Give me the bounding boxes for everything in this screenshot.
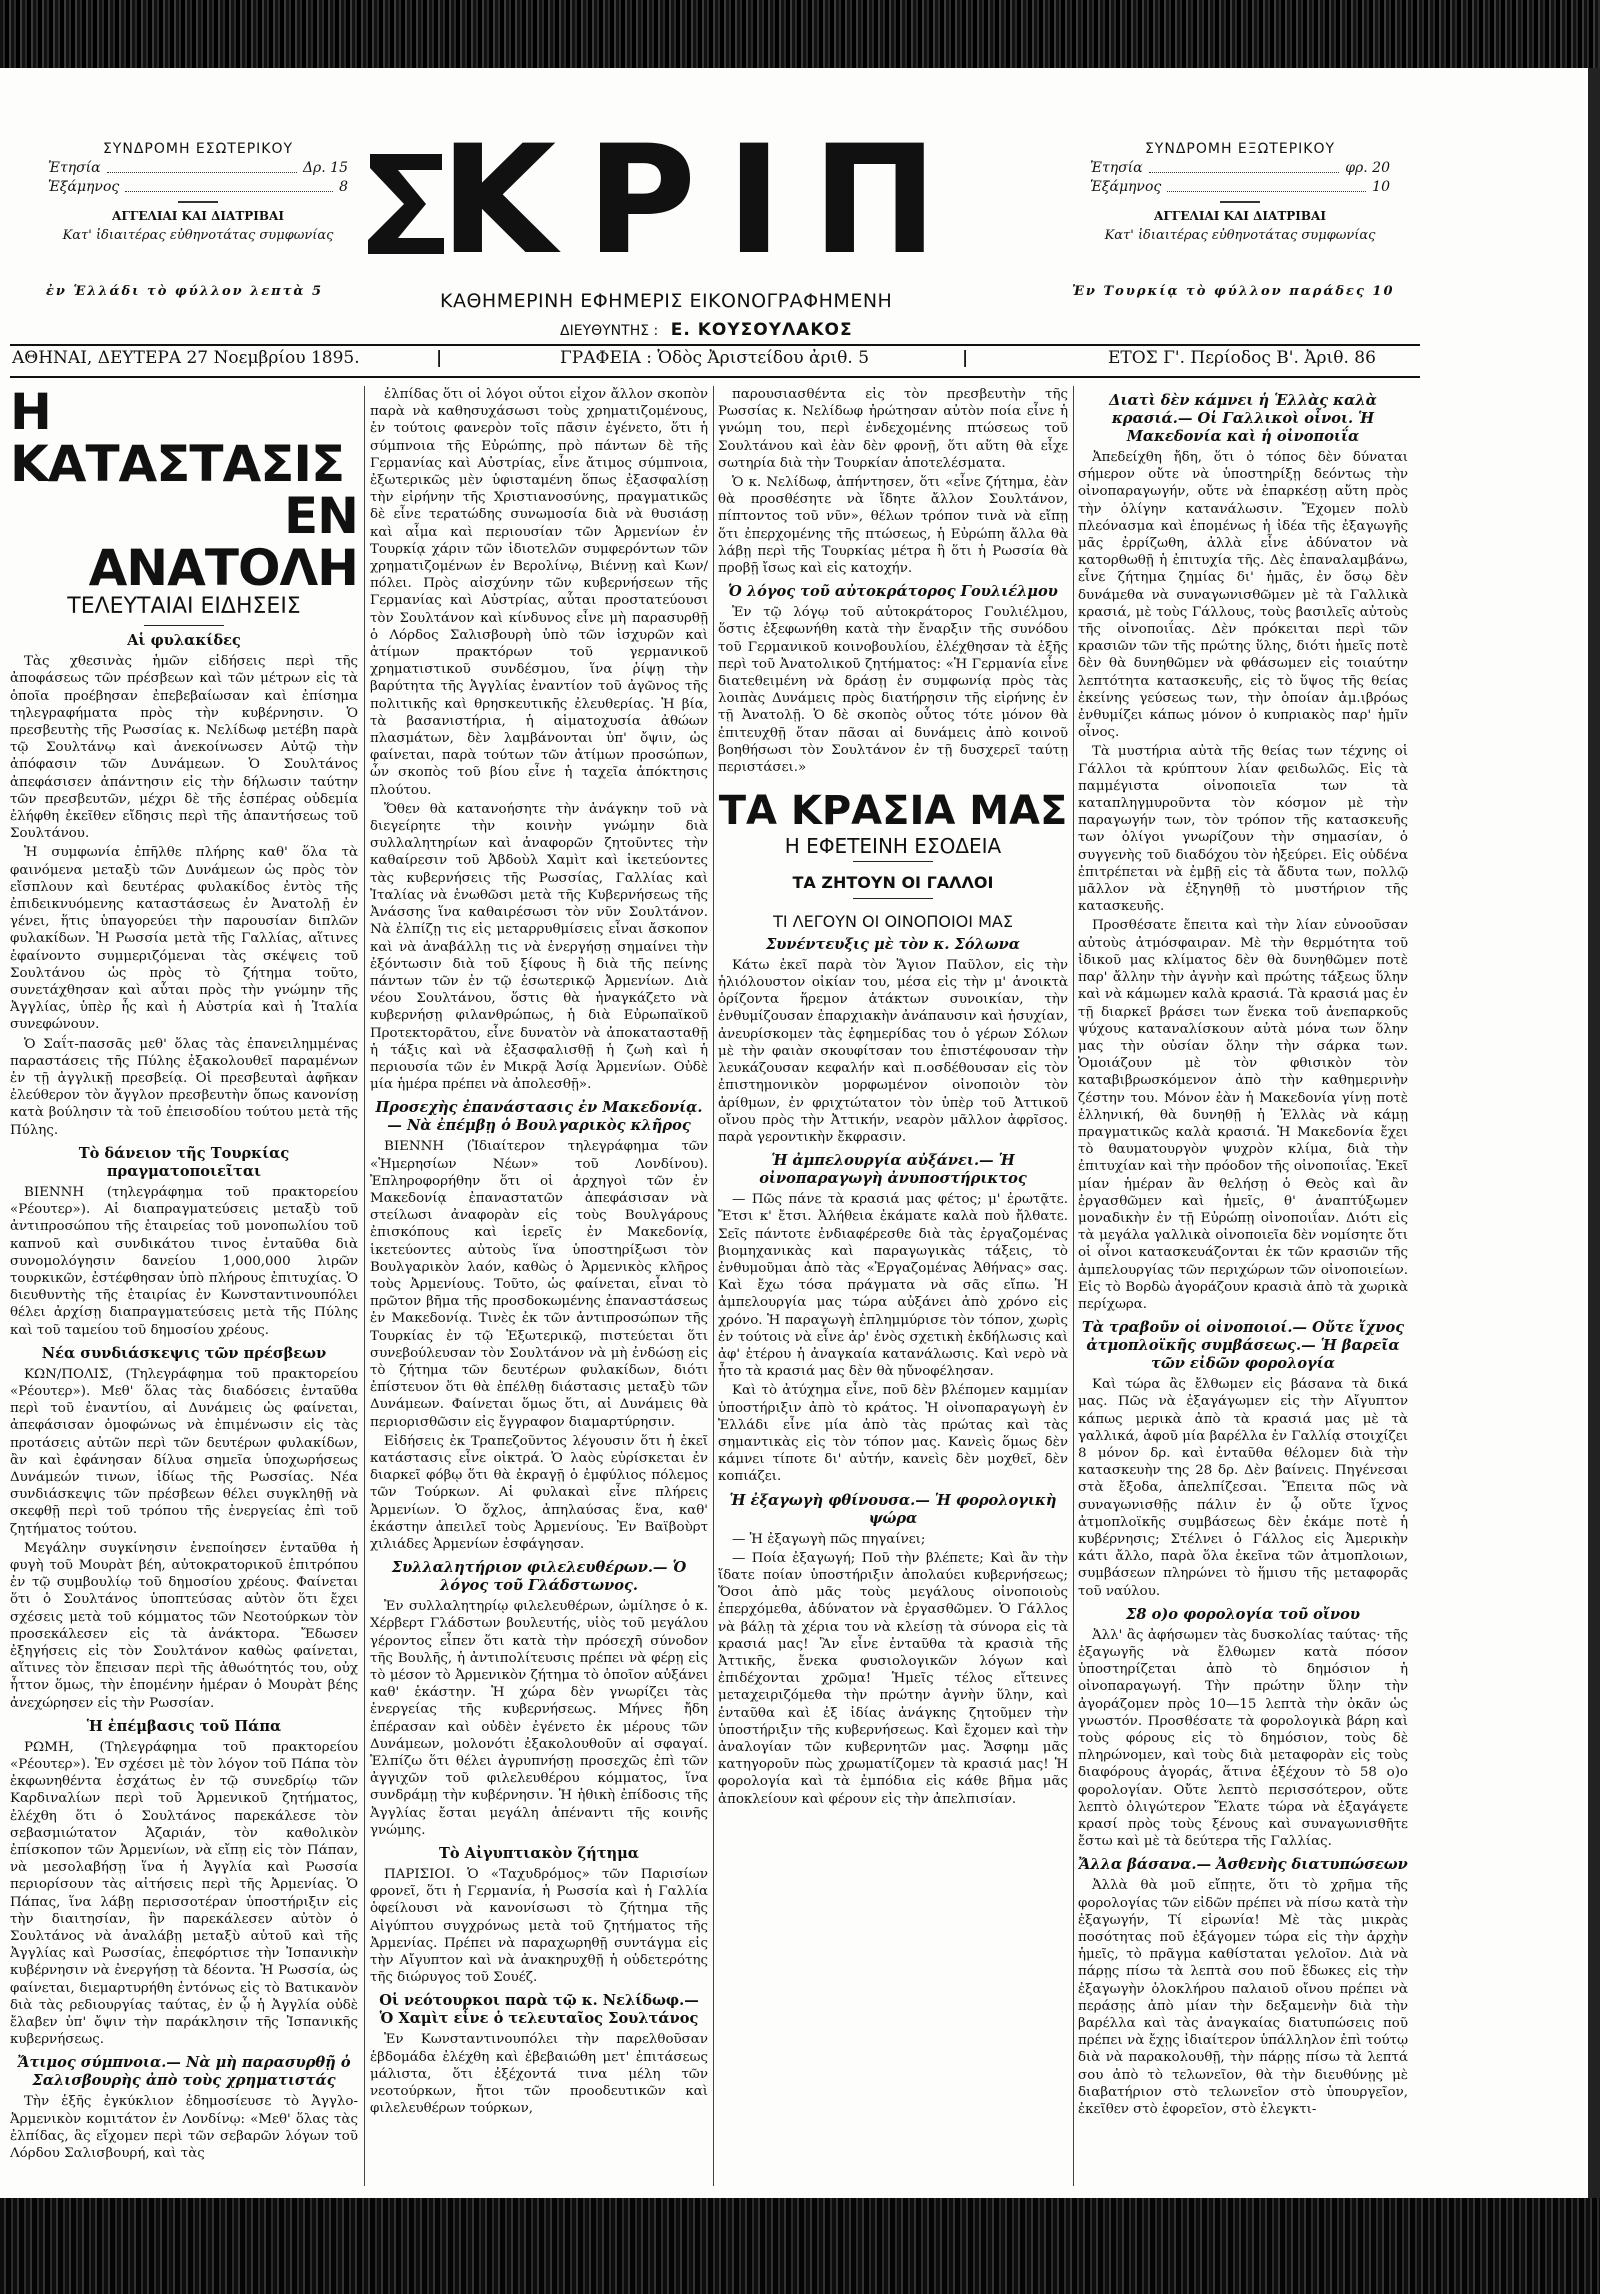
section-title: Τὸ δάνειον τῆς Τουρκίας πραγματοποιεῖται bbox=[78, 1144, 290, 1180]
article-paragraph: Τὴν ἑξῆς ἐγκύκλιον ἐδημοσίευσε τὸ Ἀγγλο-Ἀρμενικὸν κομιτάτον ἐν Λονδίνῳ: «Μεθ' ὅλας τὰς ἐλπίδας, ἃς εἴχομεν περὶ τῶν σεβαρῶν λόγων τοῦ Λόρδου Σαλισβουρή, καὶ τὰς bbox=[10, 2094, 358, 2162]
subscription-label: Ἐτησία bbox=[1090, 160, 1143, 176]
article-paragraph: ΒΙΕΝΝΗ (Ἰδιαίτερον τηλεγράφημα τῶν «Ἡμερησίων Νέων» τοῦ Λονδίνου). Ἐπληροφορήθην ὅτι οἱ ἀρχηγοὶ τῶν ἐν Μακεδονίᾳ ἐπαναστατῶν ἀπεφάσισαν νὰ στείλωσι ἀναφορὰν εἰς τοὺς Βουλγάρους ἐπισκόπους καὶ ἱερεῖς ἐν Μακεδονίᾳ, ἱκετεύοντες αὐτοὺς ἵνα ὑποστηρίξωσι τὸν Βουλγαρικὸν λαόν, καθὼς ὁ Ἀρμενικὸς κλῆρος τοὺς Ἀρμενίους. Τοῦτο, ὡς φαίνεται, εἶναι τὸ πρῶτον βῆμα τῆς προσδοκωμένης ἐπαναστάσεως ἐν Μακεδονίᾳ. Τινὲς ἐκ τῶν ἀντιπροσώπων τῆς Τουρκίας ἐν τῷ Ἐξωτερικῷ, πιστεύεται ὅτι συνεβούλευσαν τὸν Σουλτάνον νὰ μὴ ἐνδώσῃ εἰς τὸ ζήτημα τῶν δευτέρων φυλακίδων, διότι ἐπίστευον ὅτι θὰ ἐπέλθῃ διάστασις μεταξὺ τῶν Δυνάμεων. Φαίνεται ὅμως ὅτι, αἱ Δυνάμεις θὰ περιορισθῶσιν εἰς ἔγγραφον διαμαρτύρησιν. bbox=[370, 1139, 708, 1430]
headline-subhead: ΤΕΛΕΥΤΑΙΑΙ ΕΙΔΗΣΕΙΣ bbox=[67, 594, 301, 619]
sigma-xi-logo-icon bbox=[360, 144, 452, 264]
subscription-value: 10 bbox=[1372, 179, 1390, 195]
newspaper-logo bbox=[360, 114, 1060, 288]
article-paragraph: παρουσιασθέντα εἰς τὸν πρεσβευτὴν τῆς Ρωσσίας κ. Νελίδωφ ἠρώτησαν αὐτὸν ποία εἶνε ἡ γνώμη του, περὶ ἐνδεχομένης πτώσεως τοῦ Σουλτάνου καὶ ἐὰν δὲν φρονῇ, ὅτι αὕτη θὰ εἶχε σωτηρία διὰ τὴν Τουρκίαν ἀποτελέσματα. bbox=[718, 387, 1068, 471]
article-paragraph: Εἰδήσεις ἐκ Τραπεζοῦντος λέγουσιν ὅτι ἡ ἐκεῖ κατάστασις εἶνε οἰκτρά. Ὁ λαὸς εὑρίσκεται ἐν διαρκεῖ φόβῳ ὅτι θὰ ἐκραγῇ ὁ ἐμφύλιος πόλεμος τῶν Τούρκων. Αἱ φυλακαὶ εἶνε πλήρεις Ἀρμενίων. Ὁ ὄχλος, ἀπηλαύσας ἕνα, καθ' ἑκάστην ἀπειλεῖ τοὺς Ἀρμενίους. Ἐν Βαϊβοὺρτ χιλιάδες Ἀρμενίων ἐσφάγησαν. bbox=[370, 1433, 708, 1552]
section-title: Ὁ λόγος τοῦ αὐτοκράτορος Γουλιέλμου bbox=[728, 583, 1058, 601]
article-paragraph: Ὅθεν θὰ κατανοήσητε τὴν ἀνάγκην τοῦ νὰ διεγείρητε τὴν κοινὴν γνώμην διὰ συλλαλητηρίων καὶ ἀναφορῶν ζητοῦντες τὴν καθαίρεσιν τοῦ Ἀβδοὺλ Χαμὶτ καὶ ἱκετεύοντες τὰς κυβερνήσεις τῆς Ρωσσίας, Γαλλίας καὶ Ἰταλίας νὰ ἑνωθῶσι μετὰ τῆς Κυβερνήσεως τῆς Ἀνάσσης ἵνα καθαιρέσωσι τὸν νῦν Σουλτάνον. Νὰ ἐλπίζῃ τις εἰς μεταρρυθμίσεις εἶναι ἄσκοπον καὶ νὰ ἀναβάλλῃ τις νὰ ἐνεργήσῃ σημαίνει τὴν ἐξόντωσιν διὰ τοῦ ξίφους ἢ διὰ τῆς πείνης πάντων τῶν ἐν τῷ ἐσωτερικῷ Ἀρμενίων. Διὰ νέου Σουλτάνου, ὅστις θὰ ἠναγκάζετο νὰ κυβερνήσῃ φιλανθρώπως, ἡ διὰ Εὐρωπαϊκοῦ Προτεκτορᾶτου, εἶνε δυνατὸν νὰ ἀποκατασταθῇ ἡ τάξις καὶ νὰ ἐξασφαλισθῇ ἡ ζωὴ καὶ ἡ περιουσία τῶν ἐν Μικρᾷ Ἀσίᾳ Ἀρμενίων. Οὐδὲ μία ἡμέρα πρέπει νὰ ἀπολεσθῇ». bbox=[370, 801, 708, 1093]
domestic-subscription bbox=[48, 140, 348, 245]
article-paragraph: Ἡ συμφωνία ἐπῆλθε πλήρης καθ' ὅλα τὰ φαινόμενα μεταξὺ τῶν Δυνάμεων ὡς πρὸς τὸν εἴσπλουν καὶ δευτέρας φυλακίδος ἐντὸς τῆς ἐπιδεικνυόμενης καταστάσεως ἐν Ἀνατολῇ ἐν γένει, ἥτις ὑπαγορεύει τὴν παρουσίαν διπλῶν φυλακίδων. Ἡ Ρωσσία μετὰ τῆς Γαλλίας, αἵτινες ἐφαίνοντο συμμεριζόμεναι τὰς σκέψεις τοῦ Σουλτάνου ὡς πρὸς τὸ ζήτημα τοῦτο, συνετάχθησαν καὶ αὗται πρὸς τὴν γνώμην τῆς Ἀγγλίας, ὑπὲρ ἧς καὶ ἡ Αὐστρία καὶ ἡ Ἰταλία συνεφώνουν. bbox=[10, 845, 358, 1033]
foreign-subscription bbox=[1090, 140, 1390, 245]
subscription-label: Ἑξάμηνος bbox=[1090, 179, 1162, 195]
ornament-divider bbox=[178, 201, 218, 203]
section-title: Ἡ ἐπέμβασις τοῦ Πάπα bbox=[86, 1717, 282, 1735]
logo-text: ΚΡΙΠ bbox=[440, 114, 968, 288]
dateline: ΑΘΗΝΑΙ, ΔΕΥΤΕΡΑ 27 Νοεμβρίου 1895. | ΓΡΑΦΕΙΑ : Ὁδὸς Ἀριστείδου ἀριθ. 5 | ΕΤΟΣ Γ'. Περίοδος Β'. Ἀριθ. 86 bbox=[12, 348, 1376, 368]
article-paragraph: Μεγάλην συγκίνησιν ἐνεποίησεν ἐνταῦθα ἡ φυγὴ τοῦ Μουρὰτ βέη, αὐτοκρατορικοῦ ἐπιτρόπου ἐν τῷ συμβουλίῳ τοῦ δημοσίου χρέους. Φαίνεται ὅτι ὁ Σουλτάνος ὑποπτεύσας αὐτὸν ὅτι ἔχει σχέσεις μετὰ τοῦ κόμματος τῶν Νεοτούρκων τὸν προσεκάλεσεν εἰς τὰ ἀνάκτορα. Ἔδωσεν ἐξηγήσεις εἰς τὸν Σουλτάνον καθὼς φαίνεται, αἵτινες τὸν ἔπεισαν περὶ τῆς ἀθωότητός του, οὐχ ἧττον ὅμως, τὴν ἐπομένην ἡμέραν ὁ Μουρὰτ βέης ἀνεχώρησεν εἰς τὴν Ρωσσίαν. bbox=[10, 1540, 358, 1711]
scan-border-top bbox=[0, 0, 1600, 68]
section-title: Ἄτιμος σύμπνοια.— Νὰ μὴ παρασυρθῇ ὁ Σαλισβουρὴς ἀπὸ τοὺς χρηματιστάς bbox=[17, 2054, 351, 2090]
scan-border-right bbox=[1588, 68, 1600, 2198]
section-title: Τὰ τραβοῦν οἱ οἰνοποιοί.— Οὔτε ἴχνος ἀτμοπλοϊκῆς συμβάσεως.— Ἡ βαρεῖα τῶν εἰδῶν φορολογία bbox=[1081, 1319, 1405, 1373]
article-paragraph: Ἀπεδείχθη ἤδη, ὅτι ὁ τόπος δὲν δύναται σήμερον οὔτε νὰ ὑποστηρίξῃ δεόντως τὴν οἰνοπαραγωγήν, οὔτε νὰ ἐπαρκέσῃ αὕτη πρὸς τὴν ὀλίγην κατανάλωσιν. Ἔχομεν πολὺ πλεόνασμα καὶ ἑπομένως ἡ ἰδέα τῆς ἐξαγωγῆς μᾶς ἐρρίζωθη, ἀλλὰ εἶνε ἀδύνατον νὰ κατορθωθῇ ἡ ἐπιτυχία τῆς. Δὲς ἐπαναλαμβάνω, εἶνε ζήτημα ζημίας δι' ἡμᾶς, ἐν ὅσῳ δὲν δυνάμεθα νὰ συναγωνισθῶμεν μὲ τὰ Γαλλικὰ κρασιά, μὲ τοὺς Γάλλους, τοὺς βασιλεῖς αὐτοὺς τῆς οἰνοποιΐας. Δὲν πρόκειται περὶ τῶν κρασιῶν τῶν τῆς πρώτης ὕλης, διότι ἡμεῖς ποτὲ δὲν θὰ δυνηθῶμεν νὰ φθάσωμεν εἰς τοιαύτην λεπτότητα κατασκευῆς, εἰς τὸ ὕψος τῆς θείας ἐκείνης γεύσεως των, τὴν ὁποίαν ἀμ.ιβρόως ἐνθυμίζει κάπως μόνον ὁ κυπριακὸς παρ' ἡμῖν οἶνος. bbox=[1078, 450, 1408, 741]
section-title: Προσεχὴς ἐπανάστασις ἐν Μακεδονίᾳ.— Νὰ ἐπέμβῃ ὁ Βουλγαρικὸς κλῆρος bbox=[375, 1099, 703, 1135]
article-paragraph: ἐλπίδας ὅτι οἱ λόγοι οὗτοι εἶχον ἄλλον σκοπὸν παρὰ νὰ καθησυχάσωσι τοὺς χρηματιζομένους, ἐν τούτοις φανερὸν τοῖς πᾶσιν ἐγένετο, ὅτι ἡ σύμπνοια τῆς Εὐρώπης, πρὸ πάντων δὲ τῆς Γερμανίας καὶ Αὐστρίας, εἶνε ἄτιμος σύμπνοια, ἐξωτερικῶς μὲν ὑφισταμένη ὅπως ἐξασφαλίσῃ τὴν εἰρήνην τῆς Χριστιανοσύνης, πραγματικῶς δὲ εἶνε τερατώδης συνωμοσία διὰ νὰ θυσιάσῃ καὶ αἷμα καὶ περιουσίαν τῶν Ἀρμενίων ἐν Τουρκίᾳ χάριν τῶν ἰδιοτελῶν συμφερόντων τῶν χρηματιζομένων ἐν Βερολίνῳ, Βιέννῃ καὶ Κων/πόλει. Πρὸς αἰσχύνην τῶν κυβερνήσεων τῆς Γερμανίας καὶ Αὐστρίας, αὗται προστατεύουσι τὸν Σουλτάνον καὶ κίνδυνος εἶνε μὴ παρασυρθῇ ὁ Λόρδος Σαλισβουρὴ ὑπὸ τῶν ἰσχυρῶν καὶ ἀτίμων πρακτόρων τοῦ γερμανικοῦ χρηματιστικοῦ συνδέσμου, ἵνα ῥίψῃ τὴν βαρύτητα τῆς Ἀγγλίας ἐναντίον τοῦ ἀγῶνος τῆς πολιτικῆς καὶ θρησκευτικῆς ἐλευθερίας. Ἡ βία, τὰ βασανιστήρια, ἡ αἱματοχυσία ἀθώων πλασμάτων, δὲν λαμβάνονται ὑπ' ὄψιν, ὡς φαίνεται, παρὰ τούτων τῶν ἀτίμων προσώπων, ὧν σκοπὸς τοῦ βίου εἶνε ἡ ταχεῖα ἀπόκτησις πλούτου. bbox=[370, 387, 708, 798]
section-title: Ἡ ἐξαγωγὴ φθίνουσα.— Ἡ φορολογικὴ ψώρα bbox=[729, 1491, 1057, 1527]
article-paragraph: Ἐν συλλαλητηρίῳ φιλελευθέρων, ὡμίλησε ὁ κ. Χέρβερτ Γλάδστων βουλευτής, υἱὸς τοῦ μεγάλου γέροντος εἶπεν ὅτι κατὰ τὴν πρόσεχῆ σύνοδον τῆς Βουλῆς, ἡ ἀντιπολίτευσις πρέπει νὰ φέρῃ εἰς τὸ μέσον τὸ Ἀρμενικὸν ζήτημα τὸ ὁποῖον αὐξάνει καθ' ἑκάστην. Ἡ χώρα δὲν γνωρίζει τὰς ἐνεργείας τῆς κυβερνήσεως. Μήνες ἤδη ἐπέρασαν καὶ οὐδὲν ἐγένετο ἐκ μέρους τῶν Δυνάμεων, μολονότι ἐξακολουθοῦν αἱ σφαγαί. Ἐλπίζω ὅτι θέλει ἀγρυπνήσῃ προσεχῶς ἐπὶ τῶν ἀγγιχῶν τοῦ φιλελευθέρου κόμματος, ἵνα συνδράμῃ τὴν κυβέρνησιν. Ἡ ἠθικὴ ἐπίδοσις τῆς Ἀγγλίας ἔσται μεγάλη ἀπέναντι τῆς κοινῆς γνώμης. bbox=[370, 1599, 708, 1838]
subscription-value: φρ. 20 bbox=[1345, 160, 1390, 176]
article-paragraph: ΡΩΜΗ, (Τηλεγράφημα τοῦ πρακτορείου «Ρέουτερ»). Ἐν σχέσει μὲ τὸν λόγον τοῦ Πάπα τὸν ἐκφωνηθέντα ἐσχάτως ἐν τῷ συνεδρίῳ τῶν Καρδιναλίων περὶ τοῦ Ἀρμενικοῦ ζητήματος, ἐλέχθη ὅτι ὁ Σουλτάνος παρεκάλεσε τὸν σεβασμιώτατον Ἀζαριάν, τὸν καθολικὸν ἐπίσκοπον τῶν Ἀρμενίων, νὰ εἴπῃ εἰς τὸν Πάπαν, νὰ μεσολαβήσῃ ἵνα ἡ Ἀγγλία καὶ Ρωσσία περιορίσουν τὰς αἰτήσεις περὶ τῆς Ἀρμενίας. Ὁ Πάπας, ἵνα λάβῃ περισσοτέραν ὑποστήριξιν εἰς τὴν διαιτησίαν, ἣν παρεκάλεσεν αὐτὸν ὁ Σουλτάνος νὰ ἀναλάβῃ μεταξὺ αὐτοῦ καὶ τῆς Ἀγγλίας καὶ Ρωσσίας, ἐπεφόρτισε τὴν Ἰσπανικὴν κυβέρνησιν νὰ ἐνεργήσῃ τὰ δέοντα. Ἡ Ρωσσία, ὡς φαίνεται, διεμαρτυρήθη ἐντόνως εἰς τὸ Βατικανὸν διὰ τὰς ρεδιουργίας ταύτας, ἐν ᾧ ἡ Ἀγγλία οὐδὲ ἔλαβεν ὑπ' ὄψιν τὴν παράκλησιν τῆς Ἰσπανικῆς κυβερνήσεως. bbox=[10, 1739, 358, 2048]
column-divider bbox=[364, 386, 365, 2186]
article-paragraph: Ὁ κ. Νελίδωφ, ἀπήντησεν, ὅτι «εἶνε ζήτημα, ἐὰν θὰ προσθέσητε νὰ ἴδητε ἄλλον Σουλτάνον, πίπτοντος τοῦ νῦν», θέλων τρόπον τινὰ νὰ εἴπῃ ὅτι ἐπερχομένης τῆς πτώσεως, ἡ Εὐρώπη ἄλλα θὰ λάβῃ περὶ τῆς Τουρκίας μέτρα ἢ ὅτι ἡ Ρωσσία θὰ προβῇ ἴσως καὶ εἰς κατοχήν. bbox=[718, 475, 1068, 577]
wine-headline: ΤΑ ΚΡΑΣΙΑ ΜΑΣ bbox=[718, 788, 1068, 835]
article-paragraph: Τὰς χθεσινὰς ἡμῶν εἰδήσεις περὶ τῆς ἀποφάσεως τῶν πρέσβεων καὶ τῶν μέτρων εἰς τὰ ὁποῖα προέβησαν ἐπεβεβαίωσαν καὶ ἐπίσημα τηλεγραφήματα πρὸς τὴν κυβέρνησιν. Ὁ πρεσβευτὴς τῆς Ρωσσίας κ. Νελίδωφ μετέβη παρὰ τῷ Σουλτάνῳ καὶ ἀνεκοίνωσεν Αὐτῷ τὴν ἀπόφασιν τῶν Δυνάμεων. Ὁ Σουλτάνος ἀπεφάσισεν ἀπάντησιν εἰς τὴν δήλωσιν ταύτην τῶν πρεσβευτῶν, μέχρι δὲ τῆς ἑσπέρας οὐδεμία ἐλήφθη ἐκεῖθεν εἴδησις περὶ τῆς ἀπαντήσεως τοῦ Σουλτάνου. bbox=[10, 654, 358, 842]
ornament-divider bbox=[1220, 201, 1260, 203]
article-paragraph: — Ποία ἐξαγωγή; Ποῦ τὴν βλέπετε; Καὶ ἂν τὴν ἴδατε ποίαν ὑποστήριξιν ἀπολαύει κυβερνήσεως; Ὅσοι ἀπὸ μᾶς τοὺς μεγάλους οἰνοποιοὺς ἐπερχόμεθα, ἀδύνατον νὰ ἐργασθῶμεν. Ὁ Γάλλος νὰ βάλῃ τὰ χέρια του νὰ κλείσῃ τὰ σύνορα εἰς τὰ κρασιά μας! Ἂν εἶνε ἐνταῦθα τὰ κρασιὰ τῆς Ἀττικῆς, ἔνεκα φυσιολογικῶν λόγων καὶ ἐπιδέχονται χρῶμα! Ἡμεῖς τέλος εἴτεινες μεταχειριζόμεθα τὴν πρώτην ἀγνὴν ὕλην, καὶ ἐνταῦθα καὶ ἐξ ἰδίας ἀνάγκης ζητοῦμεν τὴν ὑποστήριξιν τῆς κυβερνήσεως. Καὶ ἔχομεν καὶ τὴν ἀναλογίαν τῶν κυβερνητῶν μας. Ἄσφημ μᾶς κατηγοροῦν πὼς χρωματίζομεν τὰ κρασιά μας! Ἡ φορολογία καὶ τὰ ἐμπόδια εἰς κάθε βῆμα μᾶς ἀποκλείουν καὶ φέρουν εἰς τὴν ἀπελπισίαν. bbox=[718, 1550, 1068, 1807]
foreign-subscription-title: ΣΥΝΔΡΟΜΗ ΕΞΩΤΕΡΙΚΟΥ bbox=[1144, 141, 1336, 157]
wine-subhead-3: ΤΙ ΛΕΓΟΥΝ ΟΙ ΟΙΝΟΠΟΙΟΙ ΜΑΣ bbox=[773, 911, 1013, 931]
headline-line-1: Η ΚΑΤΑΣΤΑΣΙΣ bbox=[10, 386, 345, 493]
section-title: Αἱ φυλακίδες bbox=[127, 632, 241, 650]
article-paragraph: Ἀλλ' ἂς ἀφήσωμεν τὰς δυσκολίας ταύτας· τῆς ἐξαγωγῆς νὰ ἔλθωμεν κατὰ πόσον ὑποστηρίζεται ἀπὸ τὸ δημόσιον ἡ οἰνοπαραγωγή. Τὴν πρώτην ὕλην τὴν ἀγοράζομεν πρὸς 10—15 λεπτὰ τὴν ὀκᾶν ὡς γνωστόν. Προσθέσατε τὰ φορολογικὰ βάρη καὶ τοὺς φόρους εἰς τὸ δημόσιον, τοὺς δὲ πληρώνομεν, καὶ τοὺς διὰ μεταφορὰν εἰς τοὺς διαφόρους ἀγοράς, ἅτινα ἐξέχουν τὸ 58 ο)ο φορολογίαν. Οὔτε λεπτὸ περισσότερον, οὔτε λεπτὸ ὀλιγώτερον Ἔλατε τώρα νὰ ἐξαγάγετε κρασί πρὸς τοὺς ξένους καὶ συναγωνισθῆτε ἔστω καὶ μὲ τὰ δεύτερα τῆς Γαλλίας. bbox=[1078, 1627, 1408, 1850]
section-title: Σ8 ο)ο φορολογία τοῦ οἴνου bbox=[1126, 1605, 1360, 1623]
subscription-value: Δρ. 15 bbox=[302, 160, 348, 176]
article-paragraph: — Ἡ ἐξαγωγὴ πῶς πηγαίνει; bbox=[732, 1531, 926, 1547]
column-1 bbox=[10, 386, 358, 2186]
foreign-price: Ἐν Τουρκίᾳ τὸ φύλλον παράδες 10 bbox=[1072, 284, 1395, 299]
section-title: Ἄλλα βάσανα.— Ἀσθενὴς διατυπώσεων bbox=[1078, 1856, 1408, 1874]
scan-border-bottom bbox=[0, 2198, 1600, 2294]
subscription-value: 8 bbox=[339, 179, 348, 195]
section-title: Νέα συνδιάσκεψις τῶν πρέσβεων bbox=[41, 1344, 327, 1362]
article-paragraph: ΚΩΝ/ΠΟΛΙΣ, (Τηλεγράφημα τοῦ πρακτορείου «Ρέουτερ»). Μεθ' ὅλας τὰς διαδόσεις ἐνταῦθα περὶ τοῦ ἐναντίου, αἱ Δυνάμεις ὡς φαίνεται, ἀπεφάσισαν ὁμοφώνως νὰ ἐπιμένωσιν εἰς τὰς προτάσεις αὐτῶν περὶ τῶν δευτέρων φυλακίδων, ἂν καὶ ἐφάνησαν δίλυα σημεῖα ὑποχωρήσεως Δυνάμεών τινων, ἰδίως τῆς Ρωσσίας. Νέα συνδιάσκεψις τῶν πρέσβεων θέλει συγκληθῇ νὰ σκεφθῇ περὶ τοῦ τρόπου τῆς ἐνεργείας ἐπὶ τοῦ ζητήματος τούτου. bbox=[10, 1366, 358, 1537]
subscription-row bbox=[1090, 178, 1390, 197]
column-divider bbox=[1073, 386, 1074, 2186]
section-title: Οἱ νεότουρκοι παρὰ τῷ κ. Νελίδωφ.— Ὁ Χαμὶτ εἶνε ὁ τελευταῖος Σουλτάνος bbox=[379, 1992, 699, 2028]
article-paragraph: Καὶ τὸ ἀτύχημα εἶνε, ποῦ δὲν βλέπομεν καμμίαν ὑποστήριξιν ἀπὸ τὸ κράτος. Ἡ οἰνοπαραγωγὴ ἐν Ἑλλάδι εἶνε μία ἀπὸ τὰς πρώτας καὶ τὰς σημαντικὰς εἰς τὸν τόπον μας. Κανεὶς ὅμως δὲν κάμνει τίποτε δι' αὐτήν, κανεὶς δὲν μοχθεῖ, δὲν κοπιάζει. bbox=[718, 1383, 1068, 1485]
article-paragraph: Καὶ τώρα ἂς ἔλθωμεν εἰς βάσανα τὰ δικά μας. Πῶς νὰ ἐξαγάγωμεν εἰς τὴν Αἴγυπτον κάπως μερικὰ ἀπὸ τὰ κρασιά μας μὲ τὰ γαλλικά, ἀφοῦ μία βαρέλλα ἐν Γαλλίᾳ στοιχίζει 8 μόνον δρ. καὶ ἐνταῦθα θέλομεν διὰ τὴν κατασκευὴν της 28 δρ. Δὲν βαίνεις. Πηγένεσαι στὰ ἔξοδα, ἀπελπίζεσαι. Ἔπειτα πῶς νὰ συναγωνισθῇς πάλιν ἐν ᾧ οὔτε ἴχνος ἀτμοπλοϊκῆς συμβάσεως δὲν ἐκάμε ποτὲ ἡ κυβέρνησις; Στέλνει ὁ Γάλλος εἰς Ἀμερικὴν κάτι ἄλλο, παρὰ ὅλα ἐκεῖνα τῶν ἀτμοπλοιων, συμβάσεων πληρώνει τὸ ἥμισυ τῆς μεταφορᾶς τοῦ ναύλου. bbox=[1078, 1377, 1408, 1599]
newspaper-tagline: ΚΑΘΗΜΕΡΙΝΗ ΕΦΗΜΕΡΙΣ ΕΙΚΟΝΟΓΡΑΦΗΜΕΝΗ bbox=[440, 290, 893, 312]
section-title: Ἡ ἀμπελουργία αὐξάνει.— Ἡ οἰνοπαραγωγὴ ἀνυποστήρικτος bbox=[759, 1152, 1027, 1188]
domestic-price: ἐν Ἑλλάδι τὸ φύλλον λεπτὰ 5 bbox=[46, 284, 324, 299]
subscription-row bbox=[48, 159, 348, 178]
column-3 bbox=[718, 386, 1068, 2186]
article-paragraph: Ὁ Σαΐτ-πασσᾶς μεθ' ὅλας τὰς ἐπανειλημμένας παραστάσεις τῆς Πύλης ἐξακολουθεῖ παραμένων ἐν τῇ ἀγγλικῇ πρεσβείᾳ. Οἱ πρεσβευταὶ ἀφῆκαν ἐλεύθερον τὸν ἄγγλον πρεσβευτὴν ὅπως κανονίσῃ κατὰ βούλησιν τὰ τοῦ ἐπεισοδίου τούτου μετὰ τῆς Πύλης. bbox=[10, 1036, 358, 1138]
subscription-row bbox=[48, 178, 348, 197]
dateline-bottom-rule bbox=[10, 376, 1420, 378]
dateline-top-rule bbox=[10, 344, 1420, 346]
issue-date: ΑΘΗΝΑΙ, ΔΕΥΤΕΡΑ 27 Νοεμβρίου 1895. bbox=[12, 348, 360, 368]
subscription-row bbox=[1090, 159, 1390, 178]
section-title: Συνέντευξις μὲ τὸν κ. Σόλωνα bbox=[765, 935, 1021, 953]
article-paragraph: — Πῶς πάνε τὰ κρασιά μας φέτος; μ' ἐρωτᾷτε. Ἔτσι κ' ἔτσι. Ἀλήθεια ἐκάματε καλὰ ποὺ ἤλθατε. Σεῖς πάντοτε ἐνδιαφέρεσθε διὰ τὰς ἐργαζομένας βιομηχανικὰς καὶ παραγωγικὰς τάξεις, τὸ ἐνθυμοῦμαι ἀπὸ τὰς «Ἐργαζομένας Ἀθήνας» σας. Καὶ ἔχω τόσα πράγματα νὰ σᾶς εἴπω. Ἡ ἀμπελουργία μας τώρα αὐξάνει ἀπὸ χρόνο εἰς χρόνο. Ἡ παραγωγὴ ἐπλημμύρισε τὸν τόπον, χωρὶς ἐν τούτοις νὰ εἶνε ἀρ' ἑνὸς σχετικὴ ἐκδήλωσις καὶ ἀφ' ἑτέρου ἡ ἀναγκαία κατανάλωσις. Καὶ νερὸ νὰ ἦτο τὰ κρασιά μας δὲν θὰ ηὔνοφέλησαν. bbox=[718, 1192, 1068, 1380]
wine-subhead-2: ΤΑ ΖΗΤΟΥΝ ΟΙ ΓΑΛΛΟΙ bbox=[792, 873, 994, 893]
subscription-label: Ἑξάμηνος bbox=[48, 179, 120, 195]
article-paragraph: Ἐν τῷ λόγῳ τοῦ αὐτοκράτορος Γουλιέλμου, ὅστις ἐξεφωνήθη κατὰ τὴν ἔναρξιν τῆς συνόδου τοῦ Γερμανικοῦ κοινοβουλίου, ἐλέχθησαν τὰ ἑξῆς περὶ τοῦ Ἀνατολικοῦ ζητήματος: «Ἡ Γερμανία εἶνε διατεθειμένη νὰ δράσῃ ἐν συμφωνίᾳ πρὸς τὰς λοιπὰς Δυνάμεις πρὸς διατήρησιν τῆς εἰρήνης ἐν τῇ Ἀνατολῇ. Ὁ δὲ σκοπὸς οὗτος τότε μόνον θὰ ἐπιτευχθῇ ὅταν πᾶσαι αἱ δυνάμεις ἀπὸ κοινοῦ βοηθήσωσι τὸν Σουλτάνον ἐν τῇ δυσχερεῖ ταύτῃ περιστάσει.» bbox=[718, 605, 1068, 776]
domestic-subscription-title: ΣΥΝΔΡΟΜΗ ΕΣΩΤΕΡΙΚΟΥ bbox=[102, 141, 294, 157]
article-paragraph: ΒΙΕΝΝΗ (τηλεγράφημα τοῦ πρακτορείου «Ρέουτερ»). Αἱ διαπραγματεύσεις μεταξὺ τοῦ ἀντιπροσώπου τῆς ἑταιρείας τοῦ μονοπωλίου τοῦ καπνοῦ καὶ συνδικάτου τινος ἐνταῦθα διὰ συνομολόγησιν δανείου 1,000,000 λιρῶν τουρκικῶν, ἐστέφθησαν ὑπὸ πλήρους ἐπιτυχίας. Ὁ διευθυντὴς τῆς ἑταιρίας ἐν Κωνσταντινουπόλει θέλει ἀρχίσῃ διαπραγματεύσεις μετὰ τῆς Πύλης καὶ τοῦ ταμείου τοῦ δημοσίου χρέους. bbox=[10, 1184, 358, 1338]
section-title: Συλλαλητήριον φιλελευθέρων.— Ὁ λόγος τοῦ Γλάδστωνος. bbox=[391, 1559, 687, 1595]
issue-number: ΕΤΟΣ Γ'. Περίοδος Β'. Ἀριθ. 86 bbox=[1108, 348, 1376, 368]
article-paragraph: Ἐν Κωνσταντινουπόλει τὴν παρελθοῦσαν ἑβδομάδα ἐλέχθη καὶ ἐβεβαιώθη μετ' ἐπιτάσεως μάλιστα, ὅτι ἐξέχοντά τινα μέλη τῶν νεοτούρκων, ἤτοι τῶν προοδευτικῶν καὶ φιλελευθέρων τούρκων, bbox=[370, 2032, 708, 2117]
article-paragraph: Τὰ μυστήρια αὐτὰ τῆς θείας των τέχνης οἱ Γάλλοι τὰ κρύπτουν λίαν φειδωλῶς. Εἰς τὰ παμμέγιστα οἰνοποιεῖα των τὰ καταπληγμυροῦντα τὸν κόσμον μὲ τὴν παραγωγήν των, τὸν τρόπον τῆς κατασκευῆς των ὀλίγοι γνωρίζουν τὴν σημασίαν, ὁ συγγενὴς τοῦ διαδόχου τὸν ἠξεύρει. Εἰς οὐδένα ἐπιτρέπεται νὰ ἐμβῇ εἰς τὰ ἄδυτα των, πολλῷ μᾶλλον νὰ ἐξηγηθῇ τὸ μυστήριον τῆς κατασκευῆς. bbox=[1078, 744, 1408, 915]
director-name: Ε. ΚΟΥΣΟΥΛΑΚΟΣ bbox=[670, 320, 853, 340]
office-address: ΓΡΑΦΕΙΑ : Ὁδὸς Ἀριστείδου ἀριθ. 5 bbox=[560, 348, 870, 368]
ads-title: ΑΓΓΕΛΙΑΙ ΚΑΙ ΔΙΑΤΡΙΒΑΙ bbox=[1154, 209, 1326, 223]
column-divider bbox=[713, 386, 714, 2186]
director-label: ΔΙΕΥΘΥΝΤΗΣ : bbox=[560, 323, 659, 339]
article-paragraph: Προσθέσατε ἔπειτα καὶ τὴν λίαν εὐνοοῦσαν αὐτοὺς ἀτμόσφαιραν. Μὲ τὴν θερμότητα τοῦ ἰδικοῦ μας κλίματος δὲν θὰ δυνηθῶμεν ποτὲ παρ' ἄλλην τὴν ἀγνὴν καὶ πρώτης τάξεως ὕλην καὶ νὰ κάμωμεν καλὰ κρασιά. Τὰ κρασιά μας ἐν τῇ διαρκεῖ βράσει των ἕνεκα τοῦ ἀνεπαρκοῦς ψύχους καταναλίσκουν αὐτὰ μόνα των ὅλην μας τὴν οὐσίαν ὅλην τὴν σάρκα των. Ὁμοιάζουν μὲ τὸν φθισικὸν τὸν καταβιβρωσκόμενον ἀπὸ τὴν καθημερινὴν ζέστην του. Μόνον ἐὰν ἡ Μακεδονία γίνῃ ποτὲ ἑλληνική, θὰ δυνηθῇ ἡ Ἑλλὰς νὰ κάμῃ πραγματικῶς καλὰ κρασιά. Ἡ Μακεδονία ἔχει τὸ θαυματουργὸν ψυχρὸν κλίμα, διὰ τὴν ἐπιτυχίαν καὶ τὴν πρόοδον τῆς οἰνοποιΐας. Ἐκεῖ μίαν ἡμέραν ἂν θελήσῃ ὁ Θεὸς καὶ ἂν ἐργασθῶμεν καὶ ἡμεῖς, θ' ἀναπτύξωμεν μοναδικὴν ἐν τῇ Εὐρώπῃ οἰνοποιΐαν. Διότι εἰς τὰ μεγάλα γαλλικὰ οἰνοποιεῖα δὲν νομίσητε ὅτι οἱ οἶνοι κατασκευάζονται ἐκ τῶν κρασιῶν τῆς ἀμπελουργίας τῶν περιχώρων τῶν οἰνοποιείων. Εἰς τὸ Βορδὼ ἀγοράζουν κρασιὰ ἀπὸ τὰ χωρικὰ περίχωρα. bbox=[1078, 918, 1408, 1312]
ads-text: Κατ' ἰδιαιτέρας εὐθηνοτάτας συμφωνίας bbox=[1104, 228, 1376, 243]
director-line bbox=[560, 320, 853, 340]
section-title: Διατὶ δὲν κάμνει ἡ Ἑλλὰς καλὰ κρασιά.— Οἱ Γαλλικοὶ οἶνοι. Ἡ Μακεδονία καὶ ἡ οἰνοποιΐα bbox=[1109, 392, 1377, 445]
masthead bbox=[0, 68, 1600, 350]
subscription-label: Ἐτησία bbox=[48, 160, 101, 176]
article-paragraph: Ἀλλὰ θὰ μοῦ εἴπῃτε, ὅτι τὸ χρῆμα τῆς φορολογίας τῶν εἰδῶν πρέπει νὰ πίσω κατὰ τὴν ἐξαγωγήν, Τί εἰρωνία! Μὲ τὰς μικρὰς ποσότητας ποῦ ἐξάγομεν τώρα εἰς τὴν ἀρχὴν ἡμεῖς, τὸ πρᾶγμα καθίσταται γελοῖον. Διὰ νὰ πάρῃς πίσω τὰ λεπτὰ σου ποῦ ἔδωκες εἰς τὴν ἐξαγωγὴν ὁλοκλήρου παλαιοῦ οἴνου πρέπει νὰ περάσῃς ἀπὸ μίαν τὴν δεξαμενὴν διὰ τὴν βαρέλλα καὶ τὰς ἀναγκαίας διατυπώσεις ποῦ πρέπει νὰ ἔχῃς ἰδιαίτερον ὑπάλληλον ἐπὶ τούτῳ διὰ νὰ παρακολουθῇ, τὴν πάρῃς πίσω τὰ λεπτά σου ἀπὸ τὸ τελωνεῖον, θὰ τὴν διευθύνῃς μὲ διαβατήριον στὸ τελωνεῖον στὸ ὑπουργεῖον, ἐκεῖθεν στὸ ἐφορεῖον, στὸ ἐλεγκτι- bbox=[1078, 1878, 1408, 2118]
article-paragraph: Κάτω ἐκεῖ παρὰ τὸν Ἅγιον Παῦλον, εἰς τὴν ἡλιόλουστον οἰκίαν του, μέσα εἰς τὴν μ' ἀνοικτὰ ὁρίζοντα ἥρεμον ἀτάκτων συνοικίαν, τὴν ἐνθυμίζουσαν ἐπαρχιακὴν ἀνάπαυσιν καὶ ἡσυχίαν, ἀνευρίσκομεν τὰς ἐφημερίδας του ὁ γέρων Σόλων μὲ τὴν φαιὰν σκουφίτσαν του ἐπιστέφουσαν τὴν λευκάζουσαν κεφαλήν καὶ π.οσδέθουσαν εἰς τὸν ἐπιστημονικὸν μορφωμένον οἰνοποιὸν τὸν ἀρίθμων, ἐν φριχτώτατον τὸν ὑπὲρ τοῦ Ἀττικοῦ οἴνου πρὸς τὴν Ἀττικήν, νεαρὸν μᾶλλον ἀφρῖσος. παρὰ γεροντικὴν ἔκφρασιν. bbox=[718, 957, 1068, 1145]
column-4 bbox=[1078, 386, 1408, 2186]
wine-subhead: Η ΕΦΕΤΕΙΝΗ ΕΣΟΔΕΙΑ bbox=[784, 834, 1002, 859]
section-title: Τὸ Αἰγυπτιακὸν ζήτημα bbox=[438, 1845, 640, 1863]
ads-text: Κατ' ἰδιαιτέρας εὐθηνοτάτας συμφωνίας bbox=[62, 228, 334, 243]
column-2 bbox=[370, 386, 708, 2186]
ads-title: ΑΓΓΕΛΙΑΙ ΚΑΙ ΔΙΑΤΡΙΒΑΙ bbox=[112, 209, 284, 223]
headline-line-2: ΕΝ ΑΝΑΤΟΛΗ bbox=[88, 487, 358, 597]
article-paragraph: ΠΑΡΙΣΙΟΙ. Ὁ «Ταχυδρόμος» τῶν Παρισίων φρονεῖ, ὅτι ἡ Γερμανία, ἡ Ρωσσία καὶ ἡ Γαλλία ὁφείλουσι νὰ κανονίσωσι τὸ ζήτημα τῆς Αἰγύπτου συγχρόνως μετὰ τοῦ ζητήματος τῆς Ἀρμενίας. Πρέπει νὰ παραχωρηθῇ συντάγμα εἰς τὴν Αἴγυπτον καὶ νὰ ἀνακηρυχθῇ ἡ οὐδετερότης τῆς διώρυγος τοῦ Σουέζ. bbox=[370, 1867, 708, 1986]
